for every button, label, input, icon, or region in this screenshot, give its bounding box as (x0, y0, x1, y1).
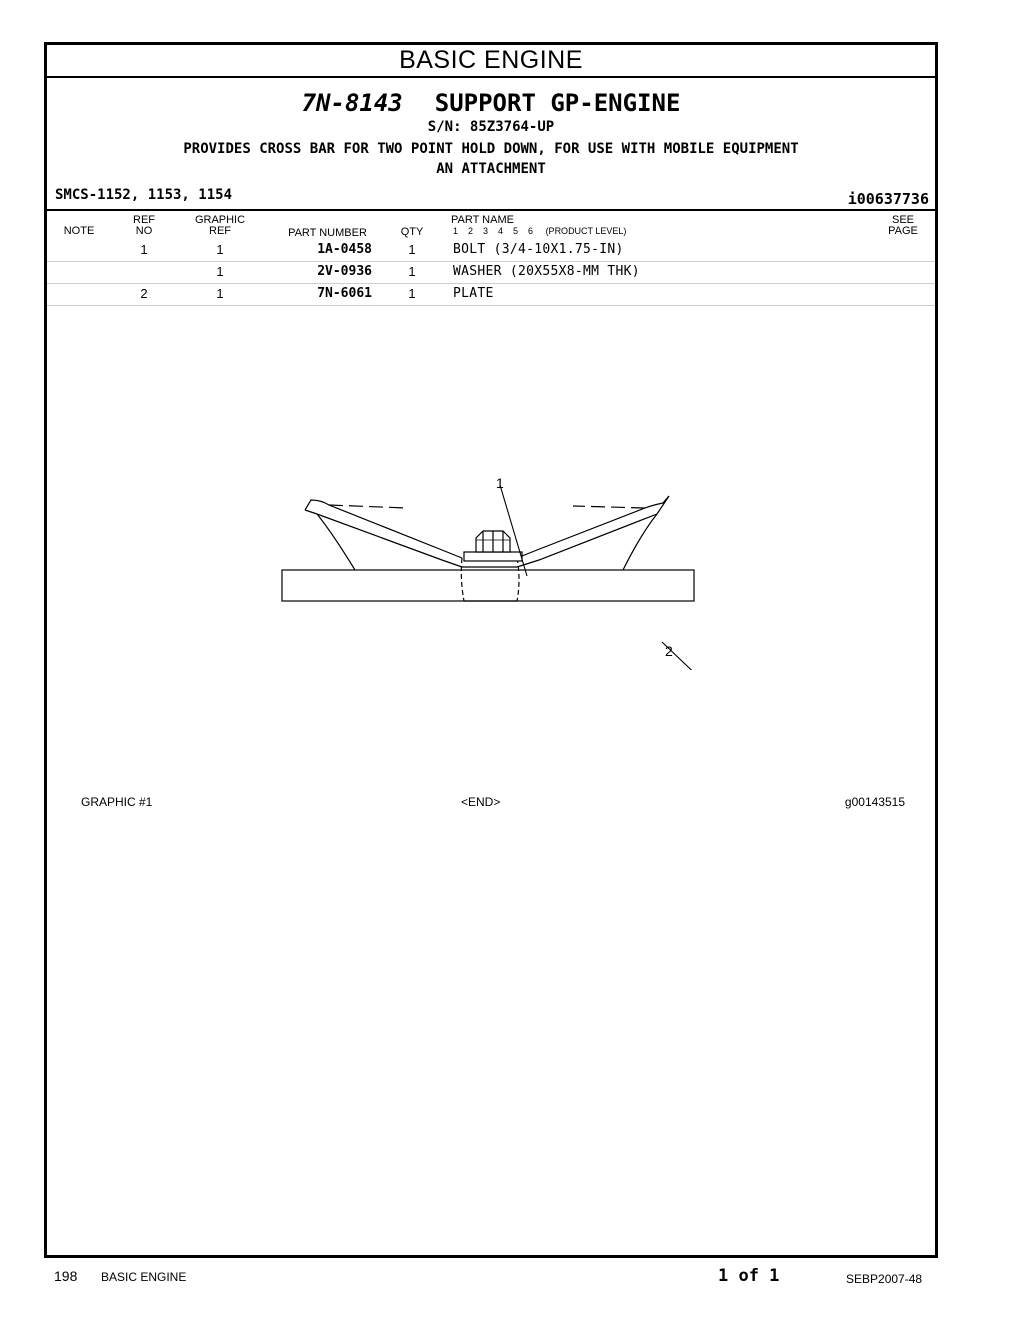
page-of: 1 of 1 (718, 1266, 780, 1286)
part-name: BOLT (3/4-10X1.75-IN) (453, 242, 624, 257)
page-number: 198 (54, 1268, 78, 1284)
col-qty: QTY (400, 226, 424, 238)
graphic-id: g00143515 (844, 795, 905, 809)
part-number: 1A-0458 (317, 242, 372, 257)
col-note: NOTE (63, 225, 95, 237)
graphic-ref: 1 (216, 242, 224, 257)
col-graphic-ref-line2: REF (209, 225, 231, 237)
left-bracket-web (317, 514, 355, 570)
col-see-page-line2: PAGE (888, 225, 918, 237)
col-see-page (883, 215, 923, 237)
plate-shape (282, 570, 694, 601)
col-ref-no (124, 215, 164, 237)
left-bracket-lower (317, 514, 462, 567)
footer-section: BASIC ENGINE (101, 1270, 187, 1284)
col-product-levels (453, 226, 626, 236)
right-bracket-upper (517, 496, 669, 558)
callout-1: 1 (496, 475, 504, 491)
header-divider (47, 209, 935, 211)
callout-2: 2 (665, 643, 673, 659)
graphic-ref: 1 (216, 286, 224, 301)
row-divider (47, 305, 935, 306)
table-row (47, 284, 935, 305)
ref-no: 2 (140, 286, 148, 301)
description-line-2: AN ATTACHMENT (436, 161, 546, 177)
quantity: 1 (408, 264, 416, 279)
serial-number: S/N: 85Z3764-UP (427, 119, 555, 135)
group-part-title: SUPPORT GP-ENGINE (434, 89, 681, 117)
col-graphic-ref (185, 215, 255, 237)
col-ref-no-line1: REF (133, 214, 155, 226)
end-marker: <END> (461, 795, 501, 809)
col-graphic-ref-line1: GRAPHIC (194, 214, 246, 226)
col-ref-no-line2: NO (135, 225, 153, 237)
leader-line-1 (500, 485, 527, 576)
ref-no: 1 (140, 242, 148, 257)
product-level-numbers: 1 2 3 4 5 6 (453, 226, 534, 236)
description-line-1: PROVIDES CROSS BAR FOR TWO POINT HOLD DOWN, FOR USE WITH MOBILE EQUIPMENT (183, 141, 799, 157)
graphic-caption: GRAPHIC #1 (81, 795, 153, 809)
part-heading (47, 89, 935, 117)
table-row (47, 240, 935, 261)
product-level-label: (PRODUCT LEVEL) (545, 226, 627, 236)
right-bracket-lower (517, 514, 657, 567)
col-part-number: PART NUMBER (288, 227, 367, 239)
smcs-codes: SMCS-1152, 1153, 1154 (55, 187, 233, 203)
washer-shape (464, 552, 522, 561)
part-number: 7N-6061 (317, 286, 372, 301)
section-title: BASIC ENGINE (47, 45, 935, 78)
col-part-name: PART NAME (451, 214, 514, 226)
part-name: WASHER (20X55X8-MM THK) (453, 264, 640, 279)
table-row (47, 262, 935, 283)
group-description (47, 139, 935, 179)
group-part-number: 7N-8143 (301, 89, 403, 117)
col-see-page-line1: SEE (891, 214, 914, 226)
illustration-id: i00637736 (847, 190, 929, 208)
document-id: SEBP2007-48 (846, 1272, 923, 1286)
page-frame (44, 42, 938, 1258)
part-name: PLATE (453, 286, 494, 301)
quantity: 1 (408, 242, 416, 257)
graphic-ref: 1 (216, 264, 224, 279)
engine-support-drawing (277, 430, 717, 670)
quantity: 1 (408, 286, 416, 301)
right-bracket-web (623, 514, 657, 570)
part-number: 2V-0936 (317, 264, 372, 279)
